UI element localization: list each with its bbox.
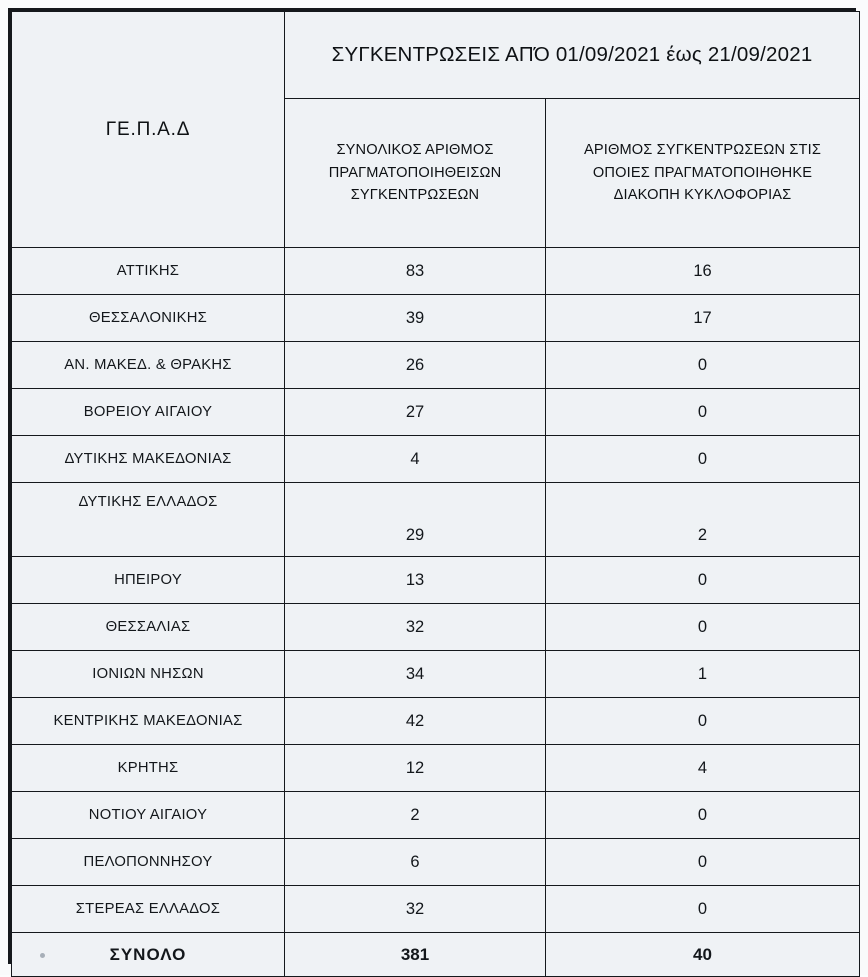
cell-region: ΚΡΗΤΗΣ (12, 745, 285, 792)
table-row (12, 483, 860, 557)
cell-region: ΗΠΕΙΡΟΥ (12, 557, 285, 604)
table-row (12, 295, 860, 342)
table-row (12, 839, 860, 886)
cell-region: ΝΟΤΙΟΥ ΑΙΓΑΙΟΥ (12, 792, 285, 839)
cell-region: ΙΟΝΙΩΝ ΝΗΣΩΝ (12, 651, 285, 698)
table-body (12, 248, 860, 977)
cell-total: 6 (285, 839, 546, 886)
cell-total: 29 (285, 483, 546, 557)
cell-region: ΚΕΝΤΡΙΚΗΣ ΜΑΚΕΔΟΝΙΑΣ (12, 698, 285, 745)
cell-total: 4 (285, 436, 546, 483)
table-row (12, 745, 860, 792)
cell-traffic-halt: 4 (546, 745, 860, 792)
table-row (12, 698, 860, 745)
column-header-total-line-2: ΠΡΑΓΜΑΤΟΠΟΙΗΘΕΙΣΩΝ (328, 164, 502, 181)
cell-traffic-halt: 0 (546, 342, 860, 389)
cell-traffic-halt-sum: 40 (546, 933, 860, 977)
table-total-row (12, 933, 860, 977)
cell-traffic-halt: 16 (546, 248, 860, 295)
cell-region: ΣΤΕΡΕΑΣ ΕΛΛΑΔΟΣ (12, 886, 285, 933)
cell-region: ΘΕΣΣΑΛΟΝΙΚΗΣ (12, 295, 285, 342)
table-row (12, 604, 860, 651)
cell-total: 42 (285, 698, 546, 745)
total-label-text: ΣΥΝΟΛΟ (109, 944, 187, 964)
cell-total: 39 (285, 295, 546, 342)
report-title: ΣΥΓΚΕΝΤΡΩΣΕΙΣ ΑΠΌ 01/09/2021 έως 21/09/2021 (285, 12, 860, 99)
table-row (12, 557, 860, 604)
table-row (12, 792, 860, 839)
cell-total: 34 (285, 651, 546, 698)
cell-total-label (12, 933, 285, 977)
column-header-traffic-halt-line-3: ΔΙΑΚΟΠΗ ΚΥΚΛΟΦΟΡΙΑΣ (613, 187, 792, 204)
column-header-total-line-1: ΣΥΝΟΛΙΚΟΣ ΑΡΙΘΜΟΣ (336, 142, 494, 159)
cell-total: 32 (285, 886, 546, 933)
cell-total: 27 (285, 389, 546, 436)
cell-total: 2 (285, 792, 546, 839)
cell-total: 26 (285, 342, 546, 389)
cell-traffic-halt: 17 (546, 295, 860, 342)
cell-traffic-halt: 0 (546, 389, 860, 436)
column-header-total-line-3: ΣΥΓΚΕΝΤΡΩΣΕΩΝ (350, 187, 480, 204)
column-header-total (285, 99, 546, 248)
column-header-traffic-halt-line-1: ΑΡΙΘΜΟΣ ΣΥΓΚΕΝΤΡΩΣΕΩΝ ΣΤΙΣ (584, 142, 821, 159)
column-header-traffic-halt-line-2: ΟΠΟΙΕΣ ΠΡΑΓΜΑΤΟΠΟΙΗΘΗΚΕ (592, 164, 813, 181)
table-header (12, 12, 860, 248)
cell-total: 83 (285, 248, 546, 295)
cell-total: 13 (285, 557, 546, 604)
cell-traffic-halt: 0 (546, 604, 860, 651)
cell-region: ΑΤΤΙΚΗΣ (12, 248, 285, 295)
cell-region: ΔΥΤΙΚΗΣ ΕΛΛΑΔΟΣ (12, 483, 285, 557)
cell-traffic-halt: 2 (546, 483, 860, 557)
corner-header-gepad: ΓΕ.Π.Α.Δ (12, 12, 285, 248)
cell-traffic-halt: 0 (546, 698, 860, 745)
cell-traffic-halt: 0 (546, 839, 860, 886)
cell-total-sum: 381 (285, 933, 546, 977)
table-row (12, 886, 860, 933)
report-table-container (8, 8, 856, 964)
cell-region: ΠΕΛΟΠΟΝΝΗΣΟΥ (12, 839, 285, 886)
table-row (12, 651, 860, 698)
cell-region: ΔΥΤΙΚΗΣ ΜΑΚΕΔΟΝΙΑΣ (12, 436, 285, 483)
column-header-traffic-halt (546, 99, 860, 248)
table-row (12, 342, 860, 389)
report-table (11, 11, 860, 977)
table-row (12, 389, 860, 436)
table-row (12, 436, 860, 483)
cell-traffic-halt: 0 (546, 792, 860, 839)
cell-total: 12 (285, 745, 546, 792)
cell-traffic-halt: 0 (546, 436, 860, 483)
table-row (12, 248, 860, 295)
cell-region: ΘΕΣΣΑΛΙΑΣ (12, 604, 285, 651)
cell-region: ΒΟΡΕΙΟΥ ΑΙΓΑΙΟΥ (12, 389, 285, 436)
cell-region: ΑΝ. ΜΑΚΕΔ. & ΘΡΑΚΗΣ (12, 342, 285, 389)
cell-total: 32 (285, 604, 546, 651)
header-row-title (12, 12, 860, 99)
cell-traffic-halt: 1 (546, 651, 860, 698)
paper-smudge-mark (40, 953, 45, 958)
cell-traffic-halt: 0 (546, 886, 860, 933)
cell-traffic-halt: 0 (546, 557, 860, 604)
